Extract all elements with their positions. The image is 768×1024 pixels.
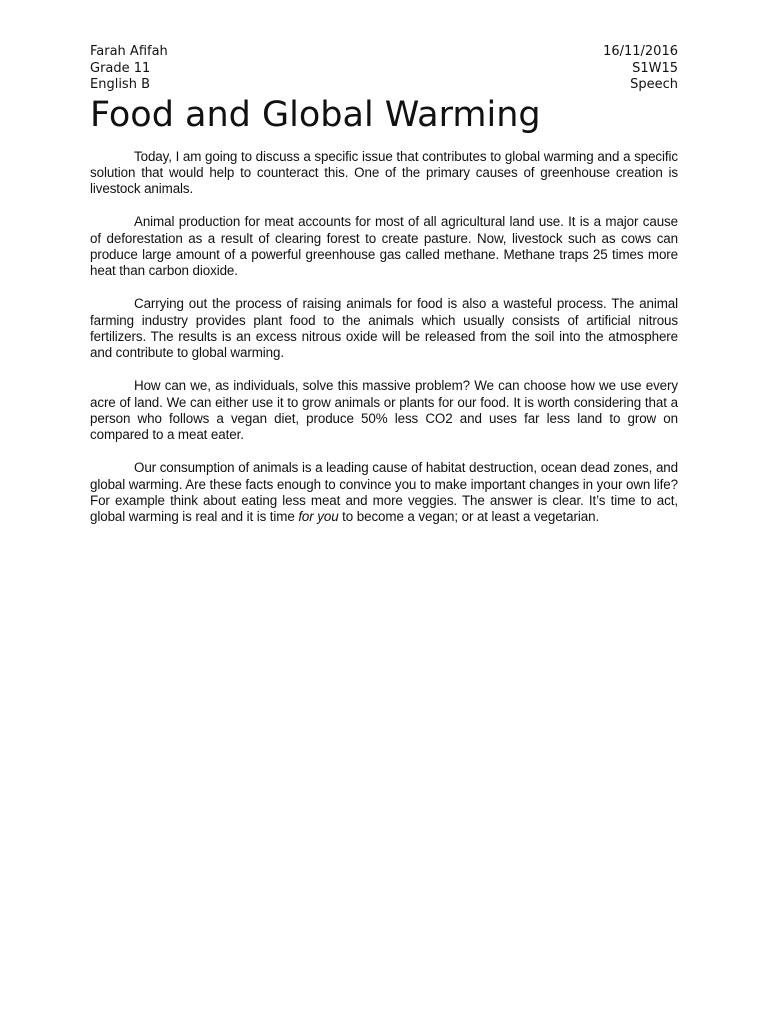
paragraph-4: How can we, as individuals, solve this massive problem? We can choose how we use every acre of land. We can either use it to grow animals or plants for our food. It is worth considering that a person who follows a vegan diet, produce 50% less CO2 and uses far less land to grow on compared to a meat eater. <box>90 378 678 443</box>
date: 16/11/2016 <box>603 44 678 59</box>
header-row-2 <box>90 61 678 78</box>
paragraph-5 <box>90 460 678 526</box>
document-type: Speech <box>630 77 678 92</box>
document-title: Food and Global Warming <box>90 94 541 135</box>
paragraph-3: Carrying out the process of raising animals for food is also a wasteful process. The animal farming industry provides plant food to the animals which usually consists of artificial nitrous fertilizers. The results is an excess nitrous oxide will be released from the soil into the atmosphere and contribute to global warming. <box>90 296 678 361</box>
paragraph-5-text-start: Our consumption of animals is a leading cause of habitat destruction, ocean dead zones, and global warming. Are these facts enough to convince you to make important changes in your own life? For example think about eating less meat and more veggies. The answer is clear. It’s time to act, global warming is real and it is time <box>90 460 678 525</box>
header-row-1 <box>90 44 678 61</box>
week-code: S1W15 <box>632 60 678 76</box>
document-page <box>90 44 678 542</box>
header-row-3 <box>90 77 678 94</box>
author-name: Farah Afifah <box>90 44 168 59</box>
paragraph-5-italic-text: for you <box>298 509 339 525</box>
paragraph-1: Today, I am going to discuss a specific issue that contributes to global warming and a specific solution that would help to counteract this. One of the primary causes of greenhouse creation is livestock animals. <box>90 148 678 197</box>
grade: Grade 11 <box>90 60 151 76</box>
subject: English B <box>90 77 150 92</box>
paragraph-5-text-end: to become a vegan; or at least a vegetarian. <box>338 509 600 525</box>
paragraph-2: Animal production for meat accounts for most of all agricultural land use. It is a major cause of deforestation as a result of clearing forest to create pasture. Now, livestock such as cows can produce large amount of a powerful greenhouse gas called methane. Methane traps 25 times more heat than carbon dioxide. <box>90 214 678 279</box>
body-text <box>90 149 678 526</box>
